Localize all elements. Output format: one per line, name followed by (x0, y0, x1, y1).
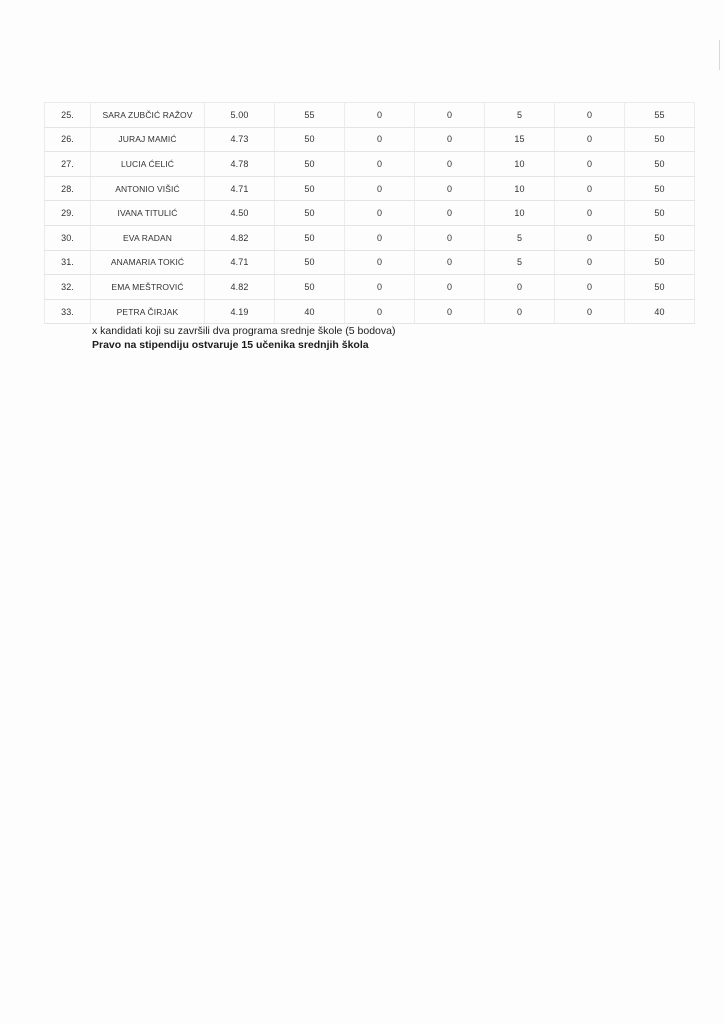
criterion-1-cell: 0 (345, 103, 415, 128)
rank-cell: 29. (45, 201, 91, 226)
total-cell: 50 (625, 201, 695, 226)
grade-cell: 4.73 (205, 127, 275, 152)
criterion-4-cell: 0 (555, 127, 625, 152)
table-row (45, 152, 695, 177)
rank-cell: 27. (45, 152, 91, 177)
criterion-4-cell: 0 (555, 201, 625, 226)
criterion-4-cell: 0 (555, 225, 625, 250)
footnotes (92, 324, 395, 352)
results-table-body (45, 103, 695, 324)
table-row (45, 225, 695, 250)
name-cell: SARA ZUBČIĆ RAŽOV (91, 103, 205, 128)
criterion-2-cell: 0 (415, 201, 485, 226)
name-cell: EMA MEŠTROVIĆ (91, 275, 205, 300)
criterion-4-cell: 0 (555, 275, 625, 300)
rank-cell: 31. (45, 250, 91, 275)
results-table (44, 102, 695, 324)
criterion-1-cell: 0 (345, 201, 415, 226)
grade-cell: 4.71 (205, 176, 275, 201)
criterion-2-cell: 0 (415, 250, 485, 275)
footnote-scholarship: Pravo na stipendiju ostvaruje 15 učenika srednjih škola (92, 339, 369, 351)
name-cell: ANTONIO VIŠIĆ (91, 176, 205, 201)
criterion-3-cell: 5 (485, 103, 555, 128)
points-cell: 50 (275, 275, 345, 300)
table-row (45, 250, 695, 275)
table-row (45, 127, 695, 152)
points-cell: 55 (275, 103, 345, 128)
table-row (45, 103, 695, 128)
total-cell: 50 (625, 176, 695, 201)
rank-cell: 30. (45, 225, 91, 250)
grade-cell: 4.50 (205, 201, 275, 226)
grade-cell: 4.78 (205, 152, 275, 177)
table-row (45, 201, 695, 226)
grade-cell: 4.82 (205, 225, 275, 250)
criterion-2-cell: 0 (415, 225, 485, 250)
total-cell: 50 (625, 250, 695, 275)
criterion-4-cell: 0 (555, 103, 625, 128)
name-cell: LUCIA ĆELIĆ (91, 152, 205, 177)
rank-cell: 26. (45, 127, 91, 152)
points-cell: 50 (275, 201, 345, 226)
criterion-4-cell: 0 (555, 299, 625, 324)
table-row (45, 176, 695, 201)
points-cell: 50 (275, 176, 345, 201)
total-cell: 50 (625, 152, 695, 177)
total-cell: 50 (625, 275, 695, 300)
grade-cell: 4.82 (205, 275, 275, 300)
criterion-2-cell: 0 (415, 275, 485, 300)
criterion-4-cell: 0 (555, 176, 625, 201)
table-row (45, 299, 695, 324)
total-cell: 40 (625, 299, 695, 324)
criterion-3-cell: 0 (485, 299, 555, 324)
grade-cell: 5.00 (205, 103, 275, 128)
criterion-3-cell: 10 (485, 152, 555, 177)
name-cell: IVANA TITULIĆ (91, 201, 205, 226)
criterion-1-cell: 0 (345, 250, 415, 275)
criterion-3-cell: 5 (485, 250, 555, 275)
points-cell: 50 (275, 152, 345, 177)
criterion-3-cell: 0 (485, 275, 555, 300)
rank-cell: 33. (45, 299, 91, 324)
points-cell: 50 (275, 225, 345, 250)
criterion-1-cell: 0 (345, 299, 415, 324)
name-cell: EVA RADAN (91, 225, 205, 250)
points-cell: 50 (275, 250, 345, 275)
table-row (45, 275, 695, 300)
criterion-4-cell: 0 (555, 152, 625, 177)
criterion-1-cell: 0 (345, 176, 415, 201)
name-cell: ANAMARIA TOKIĆ (91, 250, 205, 275)
points-cell: 40 (275, 299, 345, 324)
criterion-1-cell: 0 (345, 275, 415, 300)
total-cell: 50 (625, 225, 695, 250)
criterion-3-cell: 15 (485, 127, 555, 152)
criterion-2-cell: 0 (415, 299, 485, 324)
points-cell: 50 (275, 127, 345, 152)
footnote-two-programs: x kandidati koji su završili dva programa srednje škole (5 bodova) (92, 325, 396, 337)
total-cell: 50 (625, 127, 695, 152)
criterion-2-cell: 0 (415, 176, 485, 201)
total-cell: 55 (625, 103, 695, 128)
criterion-1-cell: 0 (345, 152, 415, 177)
criterion-2-cell: 0 (415, 103, 485, 128)
criterion-2-cell: 0 (415, 152, 485, 177)
rank-cell: 32. (45, 275, 91, 300)
criterion-2-cell: 0 (415, 127, 485, 152)
criterion-3-cell: 10 (485, 176, 555, 201)
criterion-1-cell: 0 (345, 225, 415, 250)
grade-cell: 4.71 (205, 250, 275, 275)
criterion-1-cell: 0 (345, 127, 415, 152)
name-cell: PETRA ČIRJAK (91, 299, 205, 324)
criterion-3-cell: 10 (485, 201, 555, 226)
criterion-3-cell: 5 (485, 225, 555, 250)
name-cell: JURAJ MAMIĆ (91, 127, 205, 152)
rank-cell: 28. (45, 176, 91, 201)
rank-cell: 25. (45, 103, 91, 128)
grade-cell: 4.19 (205, 299, 275, 324)
scan-edge-mark (719, 40, 720, 70)
criterion-4-cell: 0 (555, 250, 625, 275)
